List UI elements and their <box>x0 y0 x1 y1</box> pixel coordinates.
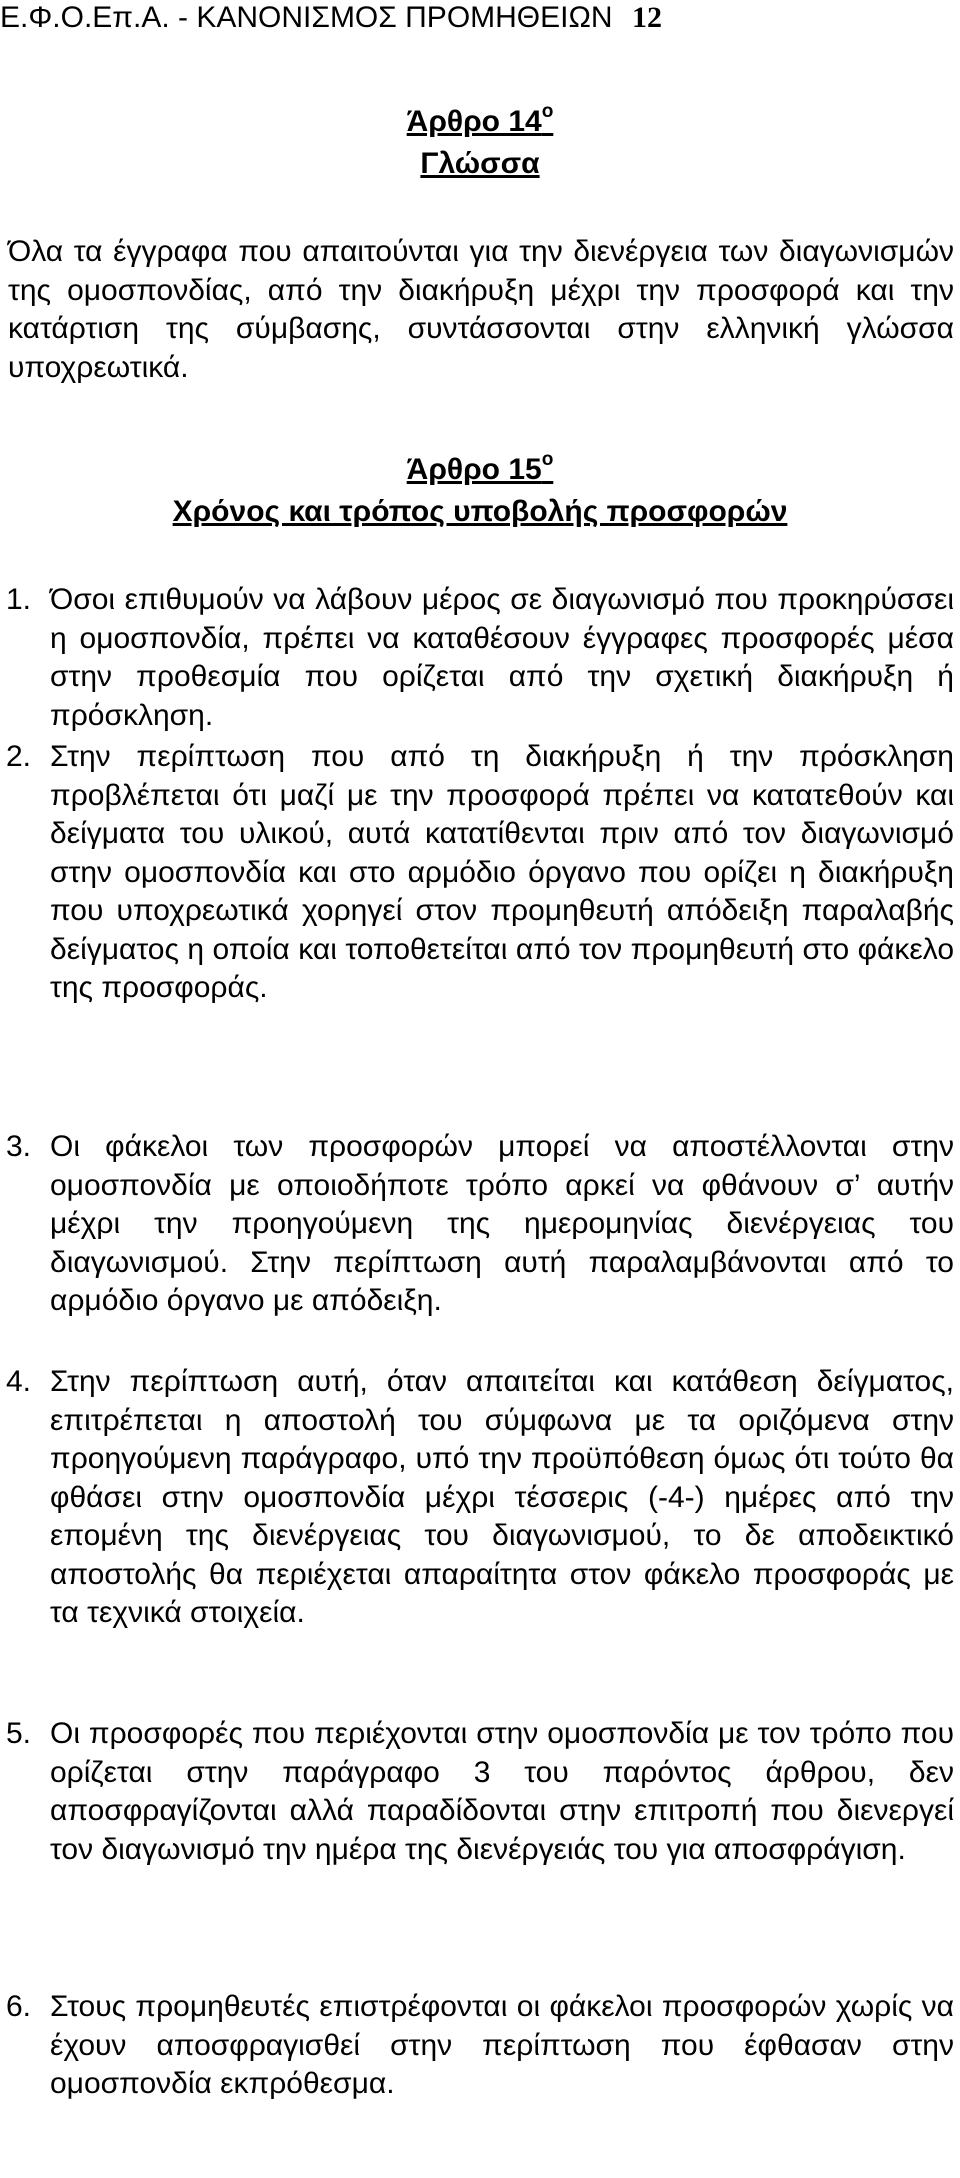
list-item-number: 2. <box>6 740 32 773</box>
header-title-line <box>0 0 613 36</box>
article-14-body: Όλα τα έγγραφα που απαιτούνται για την διενέργεια των διαγωνισμών της ομοσπονδίας, από την διακήρυξη μέχρι την προσφορά και την κατάρτιση της σύμβασης, συντάσσονται στην ελληνική γλώσσα υποχρεωτικά. <box>8 235 954 384</box>
list-item-number: 5. <box>6 1717 32 1750</box>
list-item-number: 6. <box>6 1990 32 2023</box>
list-item <box>6 1715 954 1869</box>
list-item-text: Οι φάκελοι των προσφορών μπορεί να αποστέλλονται στην ομοσπονδία με οποιοδήποτε τρόπο αρκεί να φθάνουν σ’ αυτήν μέχρι την προηγούμενη της ημερομηνίας διενέργειας του διαγωνισμού. Στην περίπτωση αυτή παραλαμβάνονται από το αρμόδιο όργανο με απόδειξη. <box>50 1130 954 1317</box>
article-15-heading-text: Άρθρο 15 <box>406 453 542 486</box>
list-item-text: Στην περίπτωση αυτή, όταν απαιτείται και κατάθεση δείγματος, επιτρέπεται η αποστολή του σύμφωνα με τα οριζόμενα στην προηγούμενη παράγραφο, υπό την προϋπόθεση όμως ότι τούτο θα φθάσει στην ομοσπονδία μέχρι τέσσερις (-4-) ημέρες από την επομένη της διενέργειας του διαγωνισμού, το δε αποδεικτικό αποστολής θα περιέχεται απαραίτητα στον φάκελο προσφοράς με τα τεχνικά στοιχεία. <box>50 1365 954 1629</box>
article-14-subtitle: Γλώσσα <box>420 147 540 180</box>
list-item-number: 4. <box>6 1365 32 1398</box>
header-org: Ε.Φ.Ο.Επ.Α. <box>0 1 170 34</box>
page-number: 12 <box>632 1 662 34</box>
list-item <box>6 1128 954 1321</box>
header-title: ΚΑΝΟΝΙΣΜΟΣ ΠΡΟΜΗΘΕΙΩΝ <box>196 1 613 34</box>
article-14-heading-text: Άρθρο 14 <box>406 105 542 138</box>
list-item-text: Όσοι επιθυμούν να λάβουν μέρος σε διαγωνισμό που προκηρύσσει η ομοσπονδία, πρέπει να καταθέσουν έγγραφες προσφορές μέσα στην προθεσμία που ορίζεται από την σχετική διακήρυξη ή πρόσκληση. <box>50 583 954 732</box>
list-item-text: Οι προσφορές που περιέχονται στην ομοσπονδία με τον τρόπο που ορίζεται στην παράγραφο 3 του παρόντος άρθρου, δεν αποσφραγίζονται αλλά παραδίδονται στην επιτροπή που διενεργεί τον διαγωνισμό την ημέρα της διενέργειάς του για αποσφράγιση. <box>50 1717 954 1866</box>
page-header <box>0 0 960 36</box>
header-dash: - <box>178 1 189 34</box>
list-item <box>6 738 954 1008</box>
article-15-heading <box>0 449 960 488</box>
article-14-ordinal: ο <box>541 101 554 122</box>
list-item <box>6 1988 954 2104</box>
list-item <box>6 581 954 735</box>
article-15-subtitle: Χρόνος και τρόπος υποβολής προσφορών <box>172 495 788 528</box>
list-item-text: Στους προμηθευτές επιστρέφονται οι φάκελοι προσφορών χωρίς να έχουν αποσφραγισθεί στην περίπτωση που έφθασαν στην ομοσπονδία εκπρόθεσμα. <box>50 1990 954 2100</box>
list-item-number: 3. <box>6 1130 32 1163</box>
article-15-ordinal: ο <box>541 449 554 470</box>
list-item-text: Στην περίπτωση που από τη διακήρυξη ή την πρόσκληση προβλέπεται ότι μαζί με την προσφορά πρέπει να κατατεθούν και δείγματα του υλικού, αυτά κατατίθενται πριν από τον διαγωνισμό στην ομοσπονδία και στο αρμόδιο όργανο που ορίζει η διακήρυξη που υποχρεωτικά χορηγεί στον προμηθευτή απόδειξη παραλαβής δείγματος η οποία και τοποθετείται από τον προμηθευτή στο φάκελο της προσφοράς. <box>50 740 954 1004</box>
article-14-heading <box>0 101 960 140</box>
list-item <box>6 1363 954 1633</box>
list-item-number: 1. <box>6 583 32 616</box>
